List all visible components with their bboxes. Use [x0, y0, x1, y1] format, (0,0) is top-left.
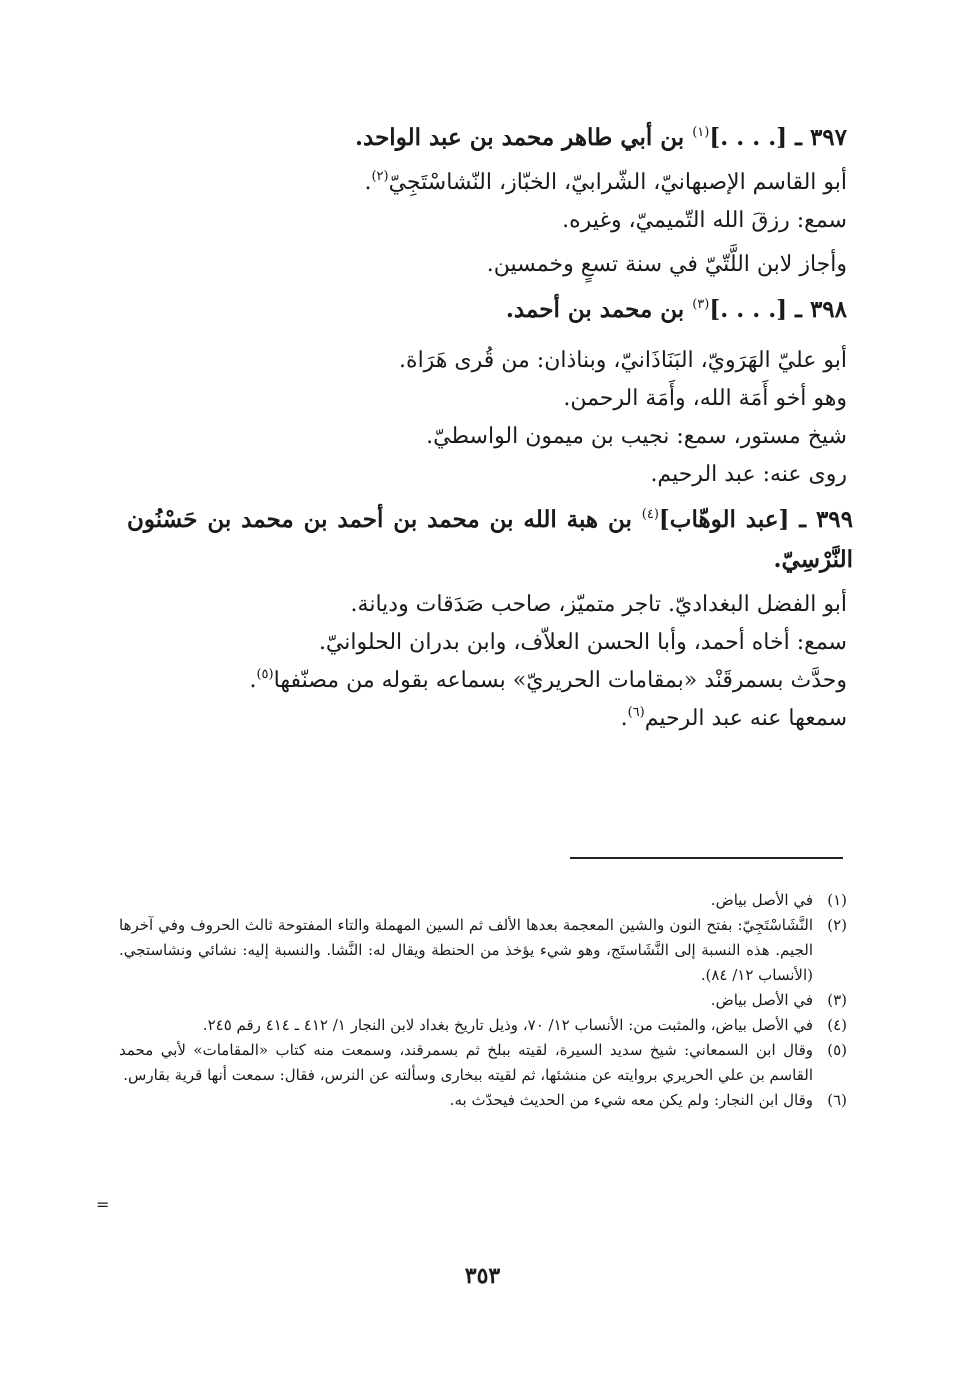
footnote-text: وقال ابن السمعاني: شيخ سديد السيرة، لقيته ببلخ ثم بسمرقند، وسمعت منه كتاب «المقامات» لأبي محمد القاسم بن علي الحريري بروايته عن منشئها، ثم لقيته ببخارى وسألته عن النرس، فقال: سمعت أنها قرية بقارس. — [119, 1041, 813, 1084]
page-number: ٣٥٣ — [464, 1263, 501, 1289]
entry-line — [127, 700, 847, 738]
footnote-item — [119, 1088, 847, 1113]
entry-line-text: سمعها عنه عبد الرحيم — [644, 706, 847, 731]
footnote-number: (٢) — [827, 916, 847, 934]
footnote-number: (١) — [827, 891, 847, 909]
entry-heading-bracket: ـ [. . . .] — [709, 296, 802, 323]
entry-line — [127, 662, 847, 700]
footnote-text: في الأصل بياض. — [710, 991, 813, 1009]
entry-line: وأجاز لابن اللَّتّيّ في سنة تسعٍ وخمسين. — [486, 252, 847, 277]
entry-line: أبو عليّ الهَرَويّ، البَنَاذَانيّ، وبناذان: من قُرى هَرَاة. — [399, 348, 847, 373]
entry-line: وهو أخو أَمَة الله، وأَمَة الرحمن. — [563, 386, 847, 411]
footnote-item — [119, 913, 847, 988]
footnote-number: (٦) — [827, 1091, 847, 1109]
entry-number: ٣٩٩ — [815, 506, 853, 533]
entry-line: شيخ مستور، سمع: نجيب بن ميمون الواسطيّ. — [426, 424, 847, 449]
entry-heading-bracket: ـ [عبد الوهّاب] — [658, 506, 807, 533]
entry-heading-bracket: ـ [. . . .] — [709, 124, 802, 151]
footnote-text: في الأصل بياض. — [710, 891, 813, 909]
footnote-item — [119, 1013, 847, 1038]
main-text — [127, 118, 853, 738]
footnote-number: (٤) — [827, 1016, 847, 1034]
entry-heading-398 — [127, 290, 847, 330]
footnote-number: (٥) — [827, 1041, 847, 1059]
footnote-item — [119, 988, 847, 1013]
footnote-text: وقال ابن النجار: ولم يكن معه شيء من الحديث فيحدّث به. — [449, 1091, 813, 1109]
entry-line: سمع: رزقَ الله التّميميّ، وغيره. — [562, 208, 847, 233]
footnote-ref[interactable]: (٤) — [641, 507, 659, 522]
footnote-text: في الأصل بياض، والمثبت من: الأنساب ١٢/ ٧٠، وذيل تاريخ بغداد لابن النجار ١/ ٤١٢ ـ ٤١٤ رقم ٢٤٥. — [202, 1016, 813, 1034]
entry-heading-399 — [127, 500, 853, 580]
footnote-ref[interactable]: (٢) — [371, 169, 389, 184]
footnote-ref[interactable]: (٦) — [627, 705, 645, 720]
entry-line-tail: . — [249, 668, 257, 693]
footnote-ref[interactable]: (٥) — [256, 667, 274, 682]
entry-number: ٣٩٧ — [809, 124, 847, 151]
entry-line: روى عنه: عبد الرحيم. — [650, 462, 847, 487]
entry-number: ٣٩٨ — [809, 296, 847, 323]
footnote-text: النَّشَاسْتَجِيّ: بفتح النون والشين المعجمة بعدها الألف ثم السين المهملة والتاء المفتوحة ثالث الحروف وفي آخرها الجيم. هذه النسبة إلى النَّشَاستَج، وهو شيء يؤخذ من الحنطة ويقال له: النَّشا. والنسبة إليه: نشائي ونشاستجي. (الأنساب ١٢/ ٨٤). — [119, 916, 813, 984]
entry-line-text: أبو القاسم الإصبهانيّ، الشّرابيّ، الخبّاز، النّشاسْتَجِيّ — [388, 170, 847, 195]
margin-mark: = — [96, 1195, 110, 1214]
entry-heading-name: بن محمد بن أحمد. — [505, 296, 693, 323]
entry-line: أبو الفضل البغداديّ. تاجر متميّز، صاحب صَدَقات وديانة. — [350, 592, 847, 617]
entry-line: سمع: أخاه أحمد، وأبا الحسن العلاّف، وابن بدران الحلوانيّ. — [318, 630, 847, 655]
footnote-ref[interactable]: (٣) — [692, 297, 710, 312]
entry-line-tail: . — [620, 706, 628, 731]
entry-line-text: وحدَّث بسمرقَنْد «بمقامات الحريريّ» بسماعه بقوله من مصنّفها — [273, 668, 847, 693]
footnote-item — [119, 1038, 847, 1088]
entry-heading-397 — [127, 118, 847, 158]
footnote-separator — [570, 857, 843, 859]
entry-heading-name: بن هبة الله بن محمد بن أحمد بن محمد بن حَسْنُون النَّرْسِيّ. — [127, 506, 853, 573]
entry-line-tail: . — [364, 170, 372, 195]
footnote-item — [119, 888, 847, 913]
footnotes — [119, 888, 847, 1113]
footnote-number: (٣) — [827, 991, 847, 1009]
footnote-ref[interactable]: (١) — [692, 125, 710, 140]
entry-heading-name: بن أبي طاهر محمد بن عبد الواحد. — [355, 124, 693, 151]
entry-line — [127, 164, 847, 202]
